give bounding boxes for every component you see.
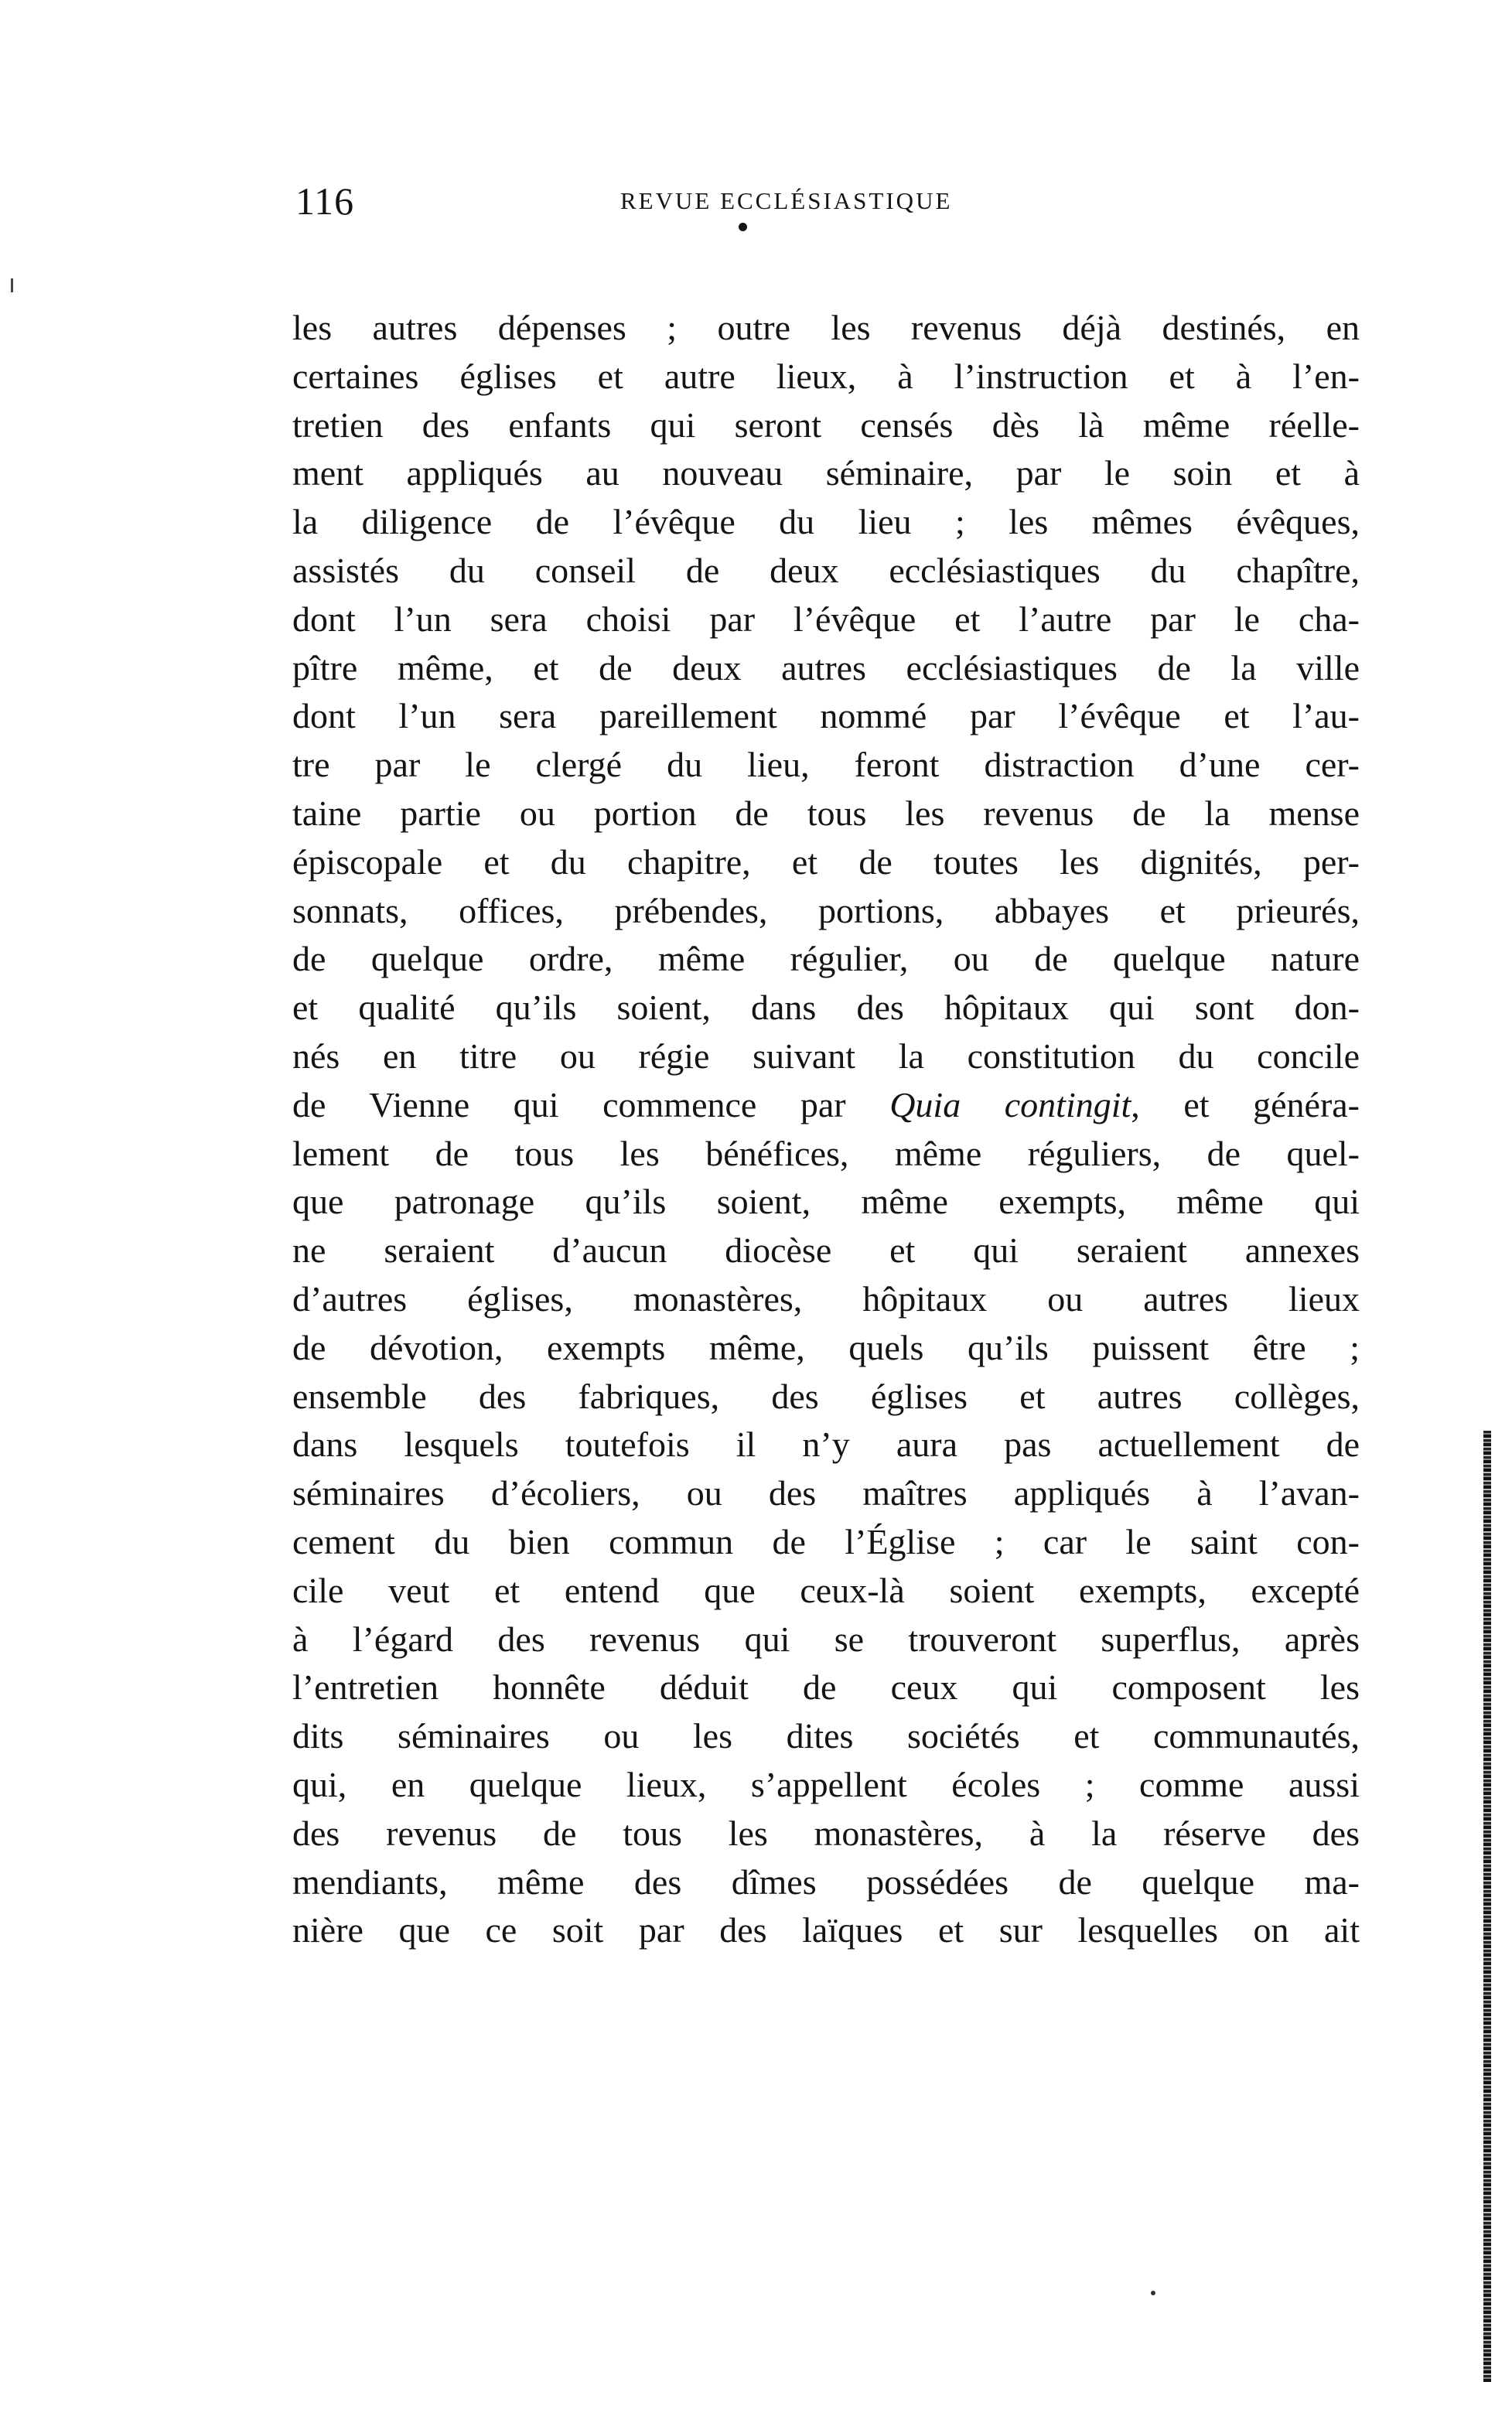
text-line: dits séminaires ou les dites sociétés et communautés, <box>292 1716 1360 1756</box>
text-line: assistés du conseil de deux ecclésiastiques du chapître, <box>292 550 1360 590</box>
text-line: les autres dépenses ; outre les revenus déjà destinés, en <box>292 308 1360 347</box>
text-line: d’autres églises, monastères, hôpitaux ou autres lieux <box>292 1278 1360 1319</box>
ink-speck <box>1151 2291 1155 2295</box>
text-line: ment appliqués au nouveau séminaire, par le soin et à <box>292 453 1360 493</box>
text-line: dont l’un sera choisi par l’évêque et l’autre par le cha- <box>292 599 1360 639</box>
text-line: et qualité qu’ils soient, dans des hôpitaux qui sont don- <box>292 988 1360 1028</box>
text-line: de quelque ordre, même régulier, ou de quelque nature <box>292 939 1360 979</box>
text-line: dans lesquels toutefois il n’y aura pas actuellement de <box>292 1425 1360 1465</box>
text-line: nière que ce soit par des laïques et sur lesquelles on ait <box>292 1910 1360 1950</box>
text-line: l’entretien honnête déduit de ceux qui composent les <box>292 1667 1360 1708</box>
text-line: des revenus de tous les monastères, à la réserve des <box>292 1813 1360 1853</box>
binding-edge-rule <box>1483 1431 1491 2382</box>
page-header <box>295 178 1357 224</box>
text-line: cement du bien commun de l’Église ; car le saint con- <box>292 1521 1360 1561</box>
text-line: pître même, et de deux autres ecclésiastiques de la ville <box>292 647 1360 688</box>
text-line: séminaires d’écoliers, ou des maîtres appliqués à l’avan- <box>292 1473 1360 1513</box>
body-text <box>292 304 1360 1955</box>
text-line: lement de tous les bénéfices, même réguliers, de quel- <box>292 1133 1360 1173</box>
page-number: 116 <box>295 179 355 223</box>
line-head: de Vienne qui commence par <box>292 1084 890 1124</box>
text-line: dont l’un sera pareillement nommé par l’évêque et l’au- <box>292 696 1360 736</box>
text-line: à l’égard des revenus qui se trouveront superflus, après <box>292 1619 1360 1659</box>
text-line: qui, en quelque lieux, s’appellent écoles ; comme aussi <box>292 1764 1360 1804</box>
margin-mark <box>11 278 13 292</box>
text-line: ensemble des fabriques, des églises et autres collèges, <box>292 1376 1360 1416</box>
italic-citation: Quia contingit <box>889 1084 1131 1124</box>
header-dot <box>739 223 747 231</box>
text-line: taine partie ou portion de tous les revenus de la mense <box>292 793 1360 833</box>
text-line: certaines églises et autre lieux, à l’instruction et à l’en- <box>292 356 1360 396</box>
text-line: la diligence de l’évêque du lieu ; les mêmes évêques, <box>292 502 1360 542</box>
text-line: nés en titre ou régie suivant la constitution du concile <box>292 1036 1360 1076</box>
text-line: cile veut et entend que ceux-là soient exempts, excepté <box>292 1570 1360 1610</box>
text-line: mendiants, même des dîmes possédées de quelque ma- <box>292 1861 1360 1902</box>
text-line: tre par le clergé du lieu, feront distraction d’une cer- <box>292 745 1360 785</box>
running-head: REVUE ECCLÉSIASTIQUE <box>620 187 953 214</box>
text-line: tretien des enfants qui seront censés dès là même réelle- <box>292 404 1360 445</box>
text-line: que patronage qu’ils soient, même exempts, même qui <box>292 1182 1360 1222</box>
text-line-with-italic <box>292 1081 1360 1130</box>
text-line: épiscopale et du chapitre, et de toutes les dignités, per- <box>292 841 1360 882</box>
text-line: sonnats, offices, prébendes, portions, abbayes et prieurés, <box>292 890 1360 930</box>
line-tail: , et généra- <box>1131 1084 1360 1124</box>
text-line: ne seraient d’aucun diocèse et qui seraient annexes <box>292 1230 1360 1271</box>
text-line: de dévotion, exempts même, quels qu’ils puissent être ; <box>292 1327 1360 1367</box>
